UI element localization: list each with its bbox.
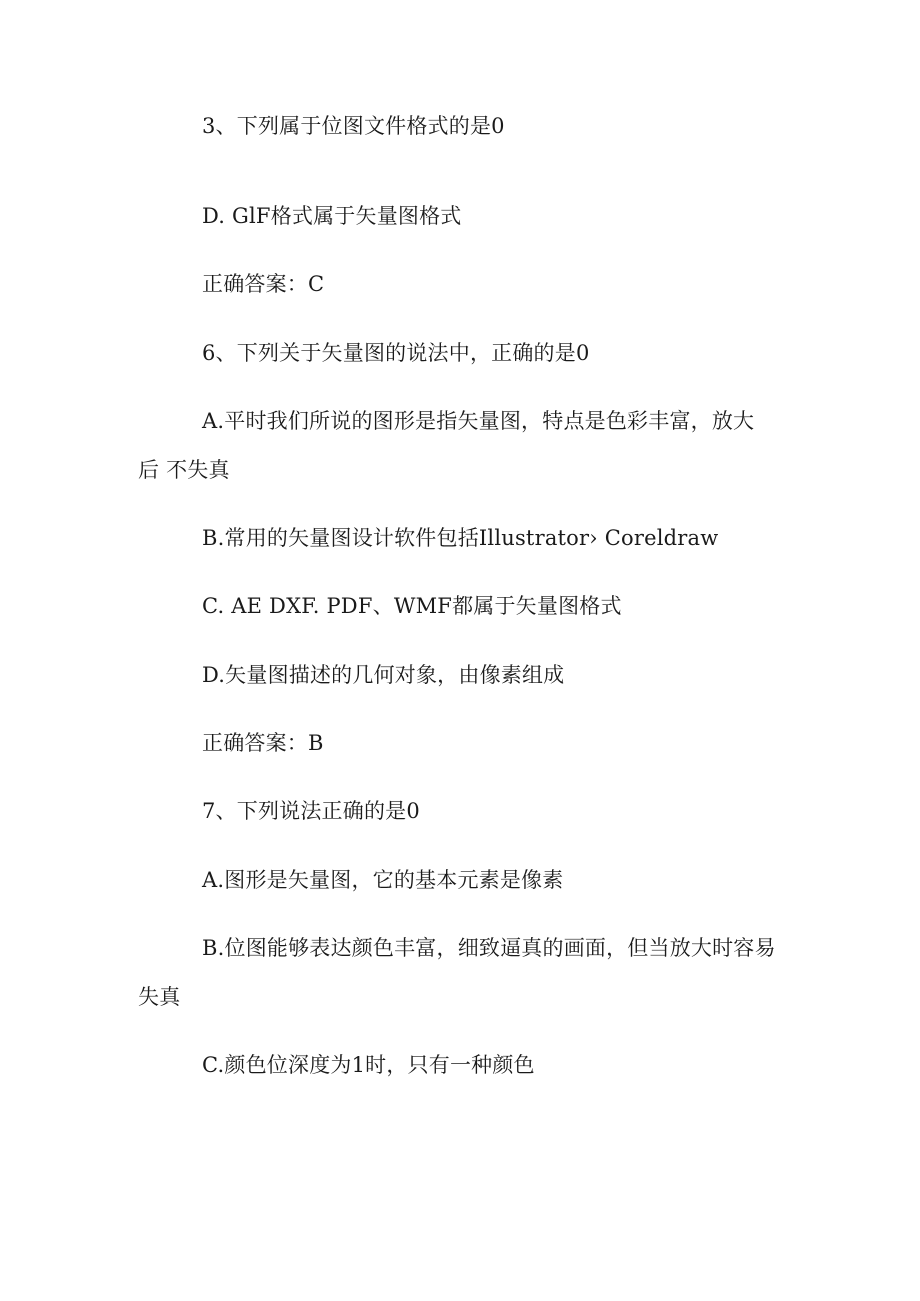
question-6-option-a-continued: 后 不失真 [138,458,230,482]
question-7-option-b-continued: 失真 [138,985,181,1009]
question-7-option-c: C.颜色位深度为1时，只有一种颜色 [202,1053,535,1077]
question-6-option-c: C. AE DXF. PDF、WMF都属于矢量图格式 [202,594,622,618]
question-7-option-a: A.图形是矢量图，它的基本元素是像素 [202,868,564,892]
question-6-text: 6、下列关于矢量图的说法中，正确的是0 [202,341,590,365]
question-3-option-d: D. GlF格式属于矢量图格式 [202,204,462,228]
question-3-answer: 正确答案：C [202,272,325,296]
question-6-option-a: A.平时我们所说的图形是指矢量图，特点是色彩丰富，放大 [202,409,755,433]
question-3-text: 3、下列属于位图文件格式的是0 [202,114,505,138]
question-7-option-b: B.位图能够表达颜色丰富，细致逼真的画面，但当放大时容易 [202,936,776,960]
question-6-answer: 正确答案：B [202,731,324,755]
question-6-option-d: D.矢量图描述的几何对象，由像素组成 [202,663,565,687]
question-7-text: 7、下列说法正确的是0 [202,799,420,823]
question-6-option-b: B.常用的矢量图设计软件包括Illustrator› Coreldraw [202,526,719,550]
